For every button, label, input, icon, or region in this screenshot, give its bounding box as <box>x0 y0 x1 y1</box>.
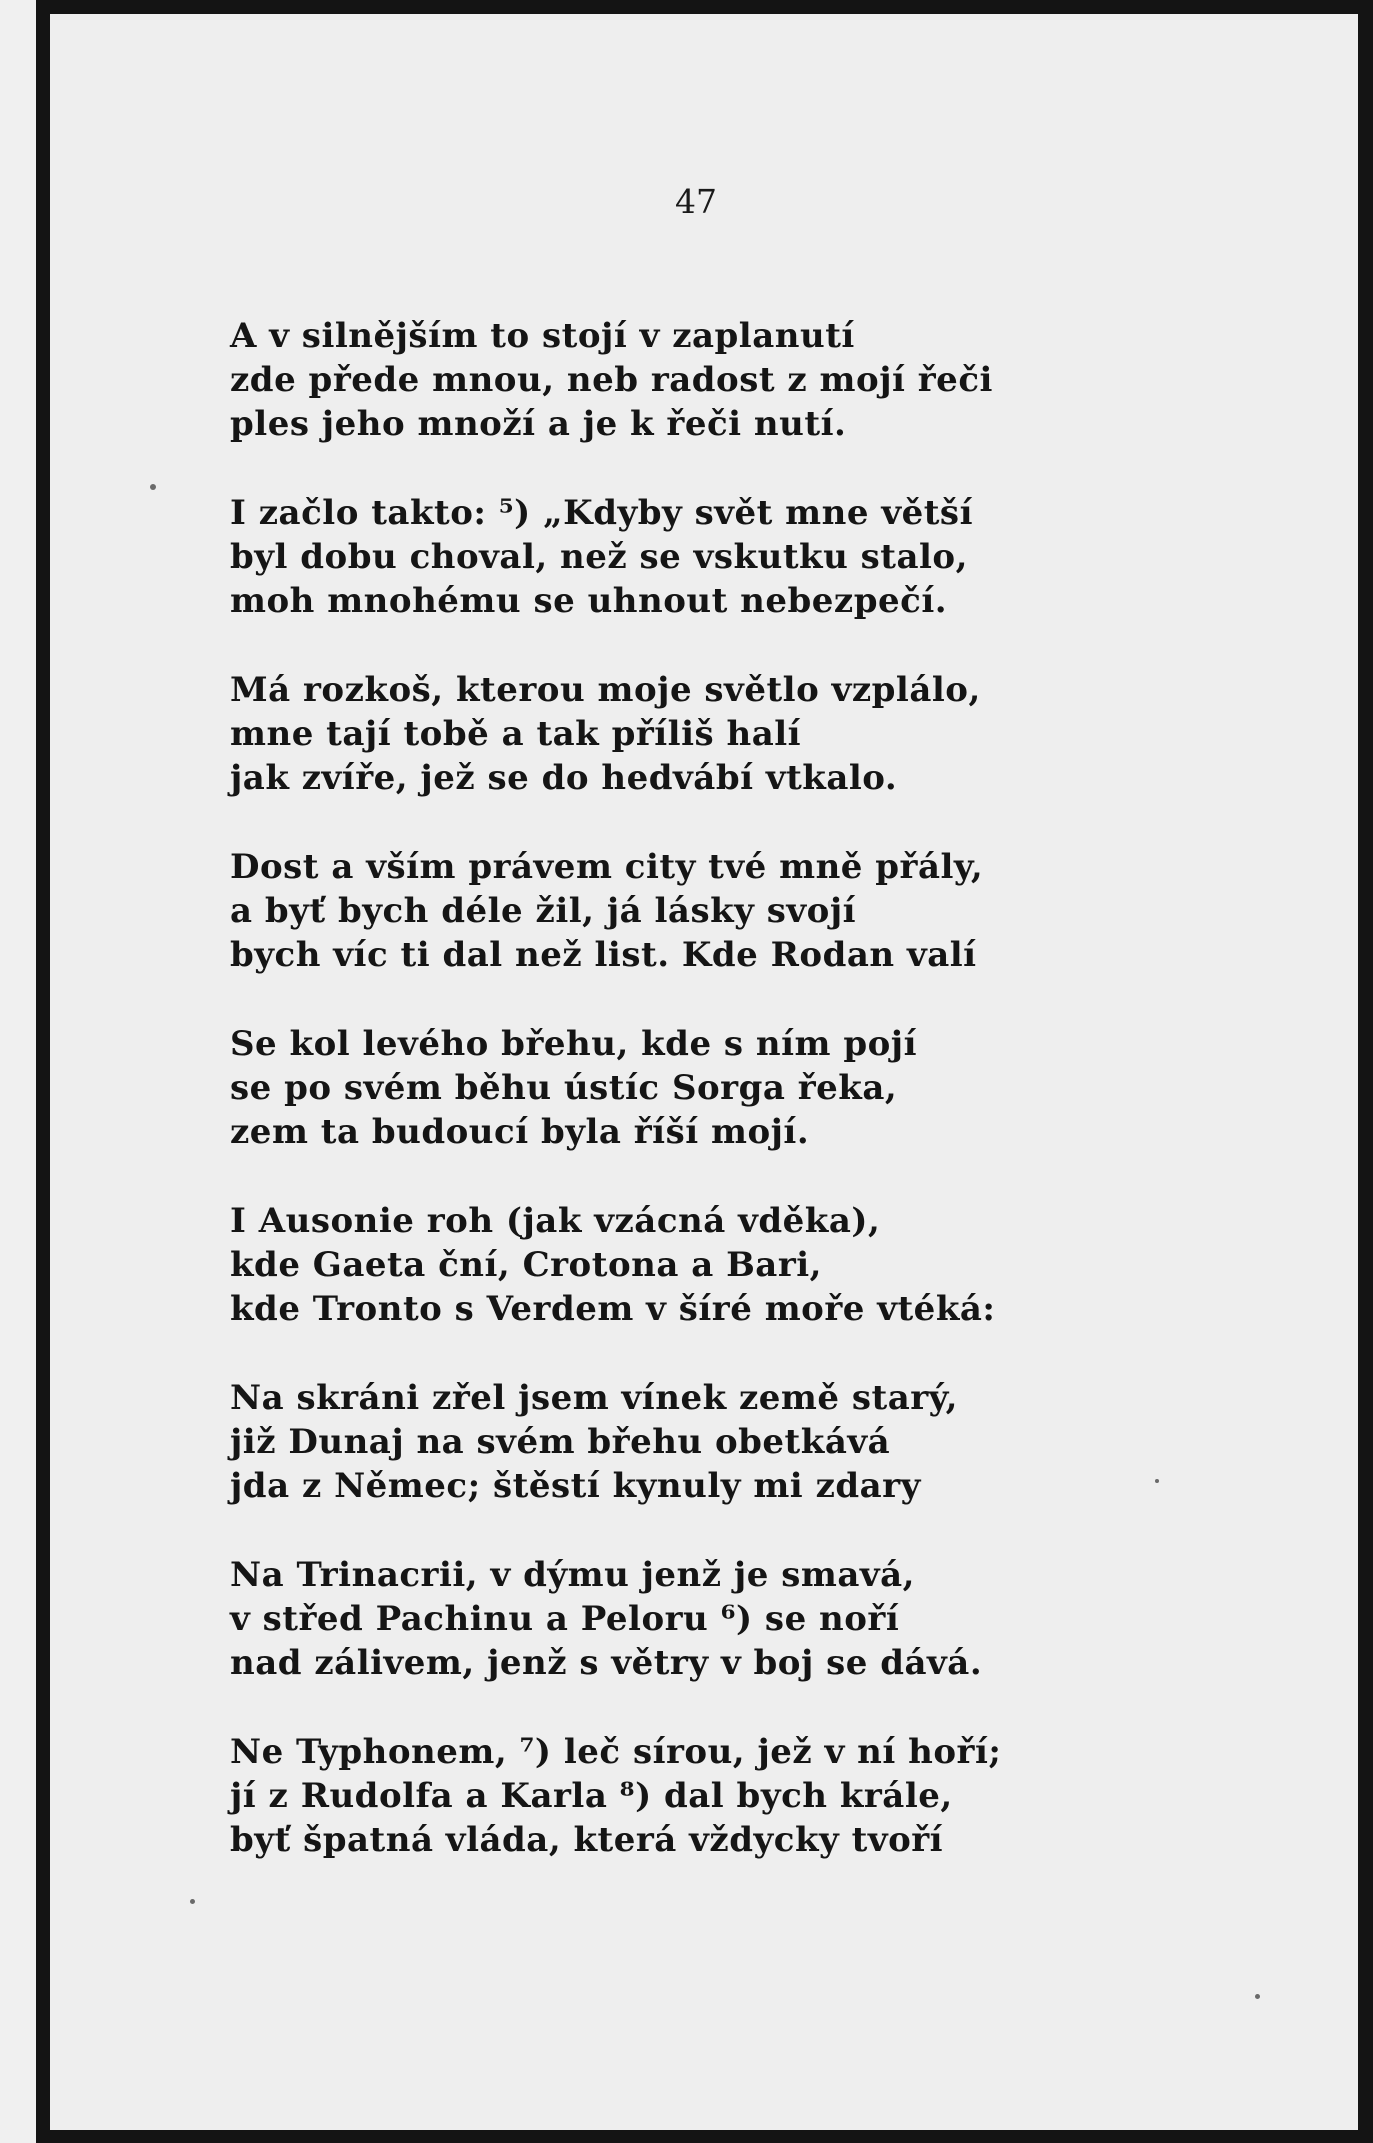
verse-line: jak zvíře, jež se do hedvábí vtkalo. <box>230 758 898 798</box>
stanza-2 <box>230 491 1110 623</box>
verse-line: A v silnějším to stojí v zaplanutí <box>230 316 855 356</box>
verse-line: kde Tronto s Verdem v šíré moře vtéká: <box>230 1289 996 1329</box>
verse-line: jda z Němec; štěstí kynuly mi zdary <box>230 1466 921 1506</box>
verse-line: bych víc ti dal než list. Kde Rodan valí <box>230 935 977 975</box>
stanza-1 <box>230 314 1110 446</box>
paper-speck <box>190 1899 195 1904</box>
verse-line: I Ausonie roh (jak vzácná vděka), <box>230 1201 881 1241</box>
stanza-7 <box>230 1376 1110 1508</box>
verse-line: nad zálivem, jenž s větry v boj se dává. <box>230 1643 983 1683</box>
stanza-8 <box>230 1553 1110 1685</box>
verse-line: a byť bych déle žil, já lásky svojí <box>230 891 857 931</box>
verse-line: kde Gaeta ční, Crotona a Bari, <box>230 1245 823 1285</box>
verse-line: Ne Typhonem, ⁷) leč sírou, jež v ní hoří; <box>230 1732 1002 1772</box>
book-page <box>50 14 1358 2130</box>
stanza-4 <box>230 845 1110 977</box>
paper-speck <box>1255 1994 1260 1999</box>
verse-line: jí z Rudolfa a Karla ⁸) dal bych krále, <box>230 1776 953 1816</box>
adjacent-page-edge <box>0 0 36 2143</box>
paper-speck <box>1155 1479 1159 1483</box>
verse-line: zem ta budoucí byla říší mojí. <box>230 1112 810 1152</box>
verse-line: mne tají tobě a tak příliš halí <box>230 714 802 754</box>
verse-line: v střed Pachinu a Peloru ⁶) se noří <box>230 1599 900 1639</box>
verse-line: Na skráni zřel jsem vínek země starý, <box>230 1378 958 1418</box>
verse-line: Na Trinacrii, v dýmu jenž je smavá, <box>230 1555 915 1595</box>
verse-line: Se kol levého břehu, kde s ním pojí <box>230 1024 918 1064</box>
verse-line: byl dobu choval, než se vskutku stalo, <box>230 537 968 577</box>
verse-line: I začlo takto: ⁵) „Kdyby svět mne větší <box>230 493 973 533</box>
verse-line: ples jeho množí a je k řeči nutí. <box>230 404 847 444</box>
stanza-3 <box>230 668 1110 800</box>
stanza-5 <box>230 1022 1110 1154</box>
paper-speck <box>150 484 156 490</box>
stanza-6 <box>230 1199 1110 1331</box>
verse-line: se po svém běhu ústíc Sorga řeka, <box>230 1068 898 1108</box>
verse-line: zde přede mnou, neb radost z mojí řeči <box>230 360 993 400</box>
page-number: 47 <box>675 182 717 221</box>
stanza-9 <box>230 1730 1110 1862</box>
verse-line: Má rozkoš, kterou moje světlo vzplálo, <box>230 670 981 710</box>
verse-line: již Dunaj na svém břehu obetkává <box>230 1422 891 1462</box>
verse-line: byť špatná vláda, která vždycky tvoří <box>230 1820 944 1860</box>
poem-text <box>230 314 1110 1907</box>
verse-line: moh mnohému se uhnout nebezpečí. <box>230 581 948 621</box>
verse-line: Dost a vším právem city tvé mně přály, <box>230 847 984 887</box>
